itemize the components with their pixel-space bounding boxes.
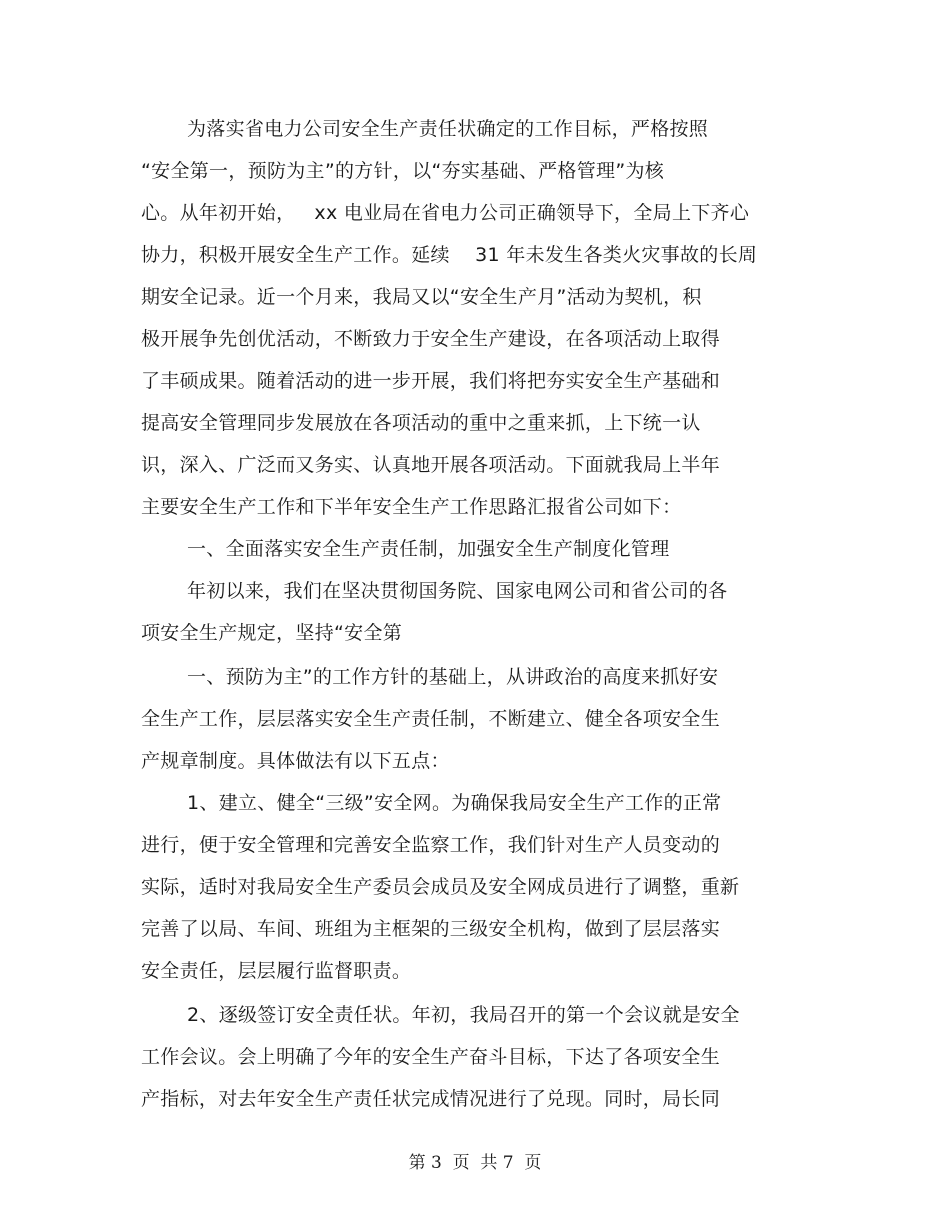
paragraph-line: 主要安全生产工作和下半年安全生产工作思路汇报省公司如下： <box>141 496 682 518</box>
paragraph-line: 2、逐级签订安全责任状。年初，我局召开的第一个会议就是安全 <box>187 1004 740 1026</box>
paragraph-line: 了丰硕成果。随着活动的进一步开展，我们将把夯实安全生产基础和 <box>141 370 721 392</box>
paragraph-line: 安全责任，层层履行监督职责。 <box>141 960 412 982</box>
paragraph-line: 年初以来，我们在坚决贯彻国务院、国家电网公司和省公司的各 <box>187 580 728 602</box>
paragraph-line: 产规章制度。具体做法有以下五点： <box>141 750 450 772</box>
paragraph-line: 心。从年初开始， xx 电业局在省电力公司正确领导下，全局上下齐心 <box>141 202 750 224</box>
paragraph-line: 提高安全管理同步发展放在各项活动的重中之重来抓，上下统一认 <box>141 412 701 434</box>
paragraph-line: 识，深入、广泛而又务实、认真地开展各项活动。下面就我局上半年 <box>141 454 721 476</box>
paragraph-line: 1、建立、健全“三级”安全网。为确保我局安全生产工作的正常 <box>187 792 722 814</box>
paragraph-line: 期安全记录。近一个月来，我局又以“安全生产月”活动为契机，积 <box>141 286 702 308</box>
paragraph-line: 完善了以局、车间、班组为主框架的三级安全机构，做到了层层落实 <box>141 918 721 940</box>
paragraph-line: 进行，便于安全管理和完善安全监察工作，我们针对生产人员变动的 <box>141 834 721 856</box>
section-heading: 一、全面落实安全生产责任制，加强安全生产制度化管理 <box>187 538 670 560</box>
paragraph-line: 极开展争先创优活动，不断致力于安全生产建设，在各项活动上取得 <box>141 328 721 350</box>
paragraph-line: 协力，积极开展安全生产工作。延续 31 年未发生各类火灾事故的长周 <box>141 244 758 266</box>
page-number-footer: 第 3 页 共 7 页 <box>408 1153 542 1173</box>
paragraph-line: 工作会议。会上明确了今年的安全生产奋斗目标，下达了各项安全生 <box>141 1046 721 1068</box>
paragraph-line: 为落实省电力公司安全生产责任状确定的工作目标，严格按照 <box>187 118 709 140</box>
paragraph-line: 实际，适时对我局安全生产委员会成员及安全网成员进行了调整，重新 <box>141 876 740 898</box>
paragraph-line: 一、预防为主”的工作方针的基础上，从讲政治的高度来抓好安 <box>187 666 719 688</box>
paragraph-line: 产指标，对去年安全生产责任状完成情况进行了兑现。同时，局长同 <box>141 1088 721 1110</box>
paragraph-line: “安全第一，预防为主”的方针，以“夯实基础、严格管理”为核 <box>141 160 665 182</box>
paragraph-line: 全生产工作，层层落实安全生产责任制，不断建立、健全各项安全生 <box>141 708 721 730</box>
paragraph-line: 项安全生产规定，坚持“安全第 <box>141 622 403 644</box>
